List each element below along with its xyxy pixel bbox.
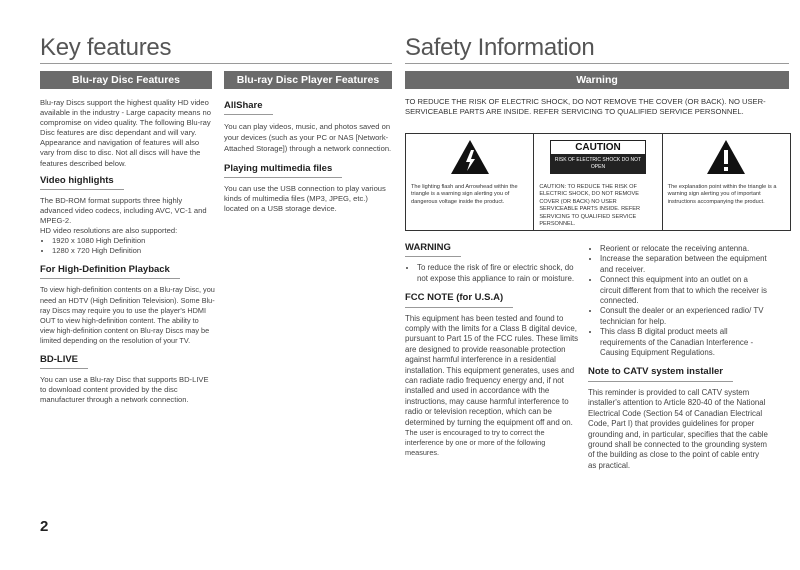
measures-list bbox=[588, 244, 768, 358]
resolution-item: • 1280 x 720 High Definition bbox=[52, 246, 215, 256]
column-player-features bbox=[224, 101, 392, 214]
multimedia-text: You can use the USB connection to play various kinds of multimedia files (MP3, JPEG, etc.) located on a USB storage device. bbox=[224, 184, 386, 214]
left-title-rule bbox=[40, 63, 392, 64]
caution-label: CAUTION bbox=[551, 141, 645, 155]
safety-information-title: Safety Information bbox=[405, 34, 595, 61]
video-text-2: HD video resolutions are also supported: bbox=[40, 226, 178, 236]
measure-item: • This class B digital product meets all requirements of the Canadian Interference - Causing Equipment Regulations. bbox=[600, 327, 768, 358]
caution-table bbox=[405, 133, 791, 231]
video-highlights-heading: Video highlights bbox=[40, 176, 124, 190]
caution-cell-text: CAUTION: TO REDUCE THE RISK OF ELECTRIC SHOCK, DO NOT REMOVE COVER (OR BACK) NO USER SERVICEABLE PARTS INSIDE. REFER SERVICING TO QUALIFIED SERVICE PERSONNEL. bbox=[539, 184, 641, 228]
allshare-heading: AllShare bbox=[224, 101, 273, 115]
warning-heading: WARNING bbox=[405, 243, 461, 257]
fcc-text-2: The user is encouraged to try to correct the interference by one or more of the following measures. bbox=[405, 428, 546, 458]
page-number: 2 bbox=[40, 518, 49, 535]
resolution-item: • 1920 x 1080 High Definition bbox=[52, 236, 215, 246]
column-warning-fcc bbox=[405, 243, 580, 458]
player-features-bar: Blu-ray Disc Player Features bbox=[224, 71, 392, 89]
measure-item: • Connect this equipment into an outlet on a circuit different from that to which the receiver is connected. bbox=[600, 275, 768, 306]
warning-bullet: • To reduce the risk of fire or electric shock, do not expose this appliance to rain or moisture. bbox=[417, 263, 580, 284]
warning-bar: Warning bbox=[405, 71, 789, 89]
hd-playback-text: To view high-definition contents on a Blu-ray Disc, you need an HDTV (High Definition Television). Some Blu-ray Discs may require you to use the player's HDMI OUT to view high-definition content. The ability to view high-definition content on Blu-ray Discs may be limited depending on the resolution of your TV. bbox=[40, 285, 215, 345]
resolution-list bbox=[40, 236, 215, 256]
catv-text: This reminder is provided to call CATV system installer's attention to Article 820-40 of the National Electrical Code (Section 54 of Canadian Electrical Code, Part I) that provides guidelines for proper grounding and, in particular, specifies that the cable ground shall be connected to the grounding system of the building as close to the point of cable entry as practical. bbox=[588, 387, 768, 470]
bd-live-text: You can use a Blu-ray Disc that supports BD-LIVE to download content provided by the disc manufacturer through a network connection. bbox=[40, 375, 209, 405]
caution-cell-text: The lighting flash and Arrowhead within the triangle is a warning sign alerting you of dangerous voltage inside the product. bbox=[411, 184, 518, 205]
caution-cell-lightning bbox=[406, 134, 534, 230]
right-title-rule bbox=[405, 63, 789, 64]
measure-item: • Increase the separation between the equipment and receiver. bbox=[600, 254, 768, 275]
caution-label-box bbox=[550, 140, 646, 174]
measure-item: • Reorient or relocate the receiving antenna. bbox=[600, 244, 768, 254]
hd-playback-heading: For High-Definition Playback bbox=[40, 265, 180, 279]
catv-heading: Note to CATV system installer bbox=[588, 367, 733, 381]
measure-item: • Consult the dealer or an experienced radio/ TV technician for help. bbox=[600, 306, 768, 327]
bd-live-heading: BD-LIVE bbox=[40, 355, 88, 369]
fcc-note-heading: FCC NOTE (for U.S.A) bbox=[405, 293, 513, 307]
exclamation-warning-icon bbox=[705, 138, 747, 176]
column-measures-catv bbox=[588, 244, 768, 471]
fcc-text-1: This equipment has been tested and found to comply with the limits for a Class B digital device, pursuant to Part 15 of the FCC rules. These limits are designed to provide reasonable protection against harmful interference in a residential installation. This equipment generates, uses and can radiate radio frequency energy and, if not installed and used in accordance with the instructions, may cause harmful interference to radio or television reception, which can be determined by turning the equipment off and on. bbox=[405, 313, 579, 427]
caution-cell-label bbox=[534, 134, 662, 230]
column-bluray-features bbox=[40, 98, 215, 405]
caution-cell-exclamation bbox=[663, 134, 790, 230]
caution-sublabel: RISK OF ELECTRIC SHOCK DO NOT OPEN bbox=[551, 155, 645, 173]
key-features-title: Key features bbox=[40, 34, 172, 61]
lightning-warning-icon bbox=[449, 138, 491, 176]
warning-list bbox=[405, 263, 580, 284]
multimedia-heading: Playing multimedia files bbox=[224, 164, 342, 178]
intro-text: Blu-ray Discs support the highest quality HD video available in the industry - Large capacity means no compromise on video quality. The following Blu-ray Disc features are disc dependant and will vary. Appearance and navigation of features will also vary from disc to disc. Not all discs will have the features described below. bbox=[40, 98, 211, 168]
warning-statement: TO REDUCE THE RISK OF ELECTRIC SHOCK, DO NOT REMOVE THE COVER (OR BACK). NO USER-SERVICEABLE PARTS ARE INSIDE. REFER SERVICING TO QUALIFIED SERVICE PERSONNEL. bbox=[405, 97, 766, 116]
caution-cell-text: The explanation point within the triangle is a warning sign alerting you of important instructions accompanying the product. bbox=[667, 184, 777, 205]
allshare-text: You can play videos, music, and photos saved on your devices (such as your PC or NAS [Network-Attached Storage]) through a network connection. bbox=[224, 122, 392, 154]
bluray-features-bar: Blu-ray Disc Features bbox=[40, 71, 212, 89]
video-text-1: The BD-ROM format supports three highly advanced video codecs, including AVC, VC-1 and MPEG-2. bbox=[40, 195, 207, 225]
